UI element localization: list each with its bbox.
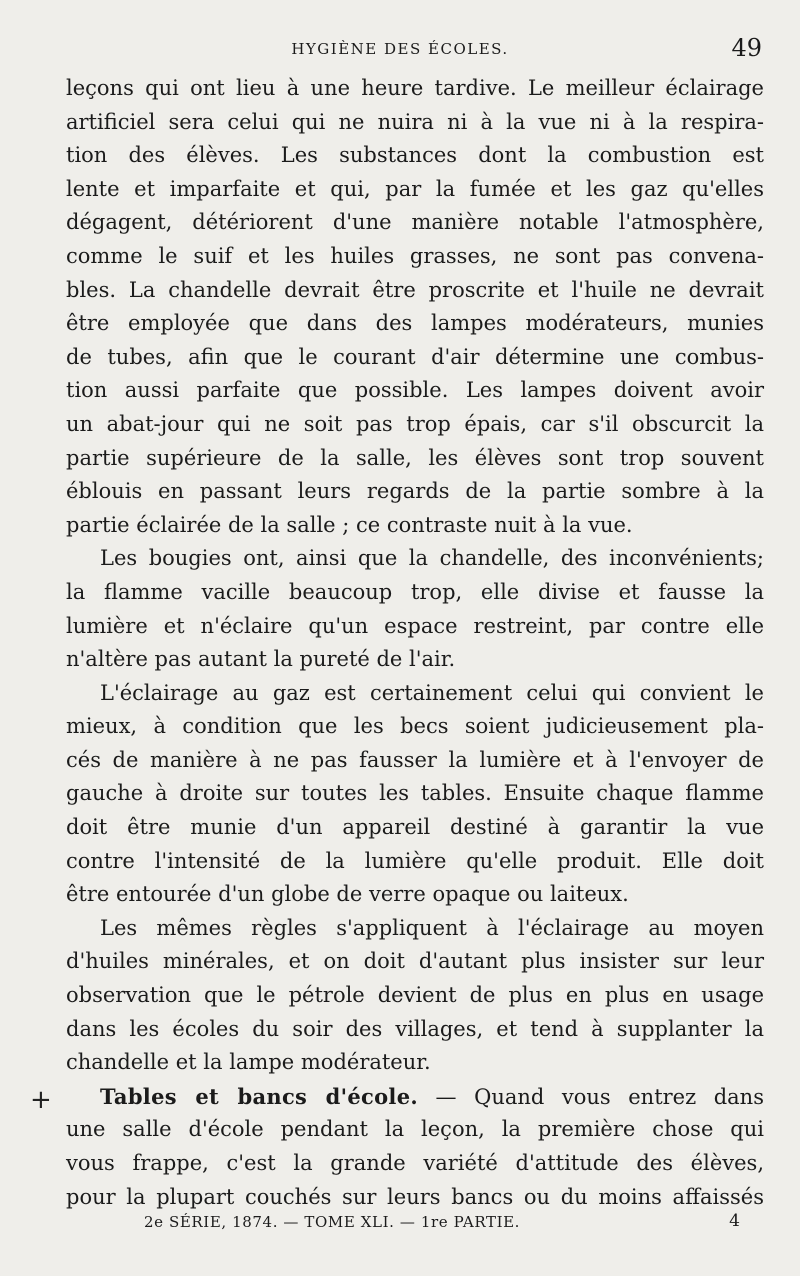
page-header <box>0 34 800 64</box>
text-line: comme le suif et les huiles grasses, ne sont pas convena- <box>66 243 764 268</box>
text-fragment: — Quand vous entrez dans <box>435 1084 764 1109</box>
running-title: HYGIÈNE DES ÉCOLES. <box>291 40 509 58</box>
text-line: pour la plupart couchés sur leurs bancs ou du moins affaissés <box>66 1184 764 1209</box>
text-line: doit être munie d'un appareil destiné à garantir la vue <box>66 815 764 840</box>
text-line: gauche à droite sur toutes les tables. Ensuite chaque flamme <box>66 781 764 806</box>
text-line: lente et imparfaite et qui, par la fumée et les gaz qu'elles <box>66 176 764 201</box>
text-line: contre l'intensité de la lumière qu'elle produit. Elle doit <box>66 848 764 873</box>
section-line <box>66 1080 764 1114</box>
text-line: L'éclairage au gaz est certainement celui qui convient le <box>100 680 764 705</box>
text-line: être entourée d'un globe de verre opaque ou laiteux. <box>66 882 629 907</box>
text-line: Les bougies ont, ainsi que la chandelle, des inconvénients; <box>100 546 764 571</box>
text-line: leçons qui ont lieu à une heure tardive. Le meilleur éclairage <box>66 76 764 100</box>
text-line: partie supérieure de la salle, les élèves sont trop souvent <box>66 445 764 470</box>
text-line: tion des élèves. Les substances dont la combustion est <box>66 143 764 168</box>
page-footer <box>0 1213 800 1237</box>
text-line: d'huiles minérales, et on doit d'autant plus insister sur leur <box>66 949 764 974</box>
text-line: de tubes, afin que le courant d'air détermine une combus- <box>66 344 764 369</box>
text-line: tion aussi parfaite que possible. Les lampes doivent avoir <box>66 378 764 403</box>
text-line: Les mêmes règles s'appliquent à l'éclairage au moyen <box>100 915 764 940</box>
text-line: artificiel sera celui qui ne nuira ni à la vue ni à la respira- <box>66 109 764 134</box>
text-line: mieux, à condition que les becs soient judicieusement pla- <box>66 714 764 739</box>
text-line: cés de manière à ne pas fausser la lumière et à l'envoyer de <box>66 747 764 772</box>
page-number: 49 <box>731 34 762 62</box>
text-line: éblouis en passant leurs regards de la partie sombre à la <box>66 479 764 504</box>
text-line: un abat-jour qui ne soit pas trop épais, car s'il obscurcit la <box>66 411 764 436</box>
body-text <box>66 72 764 1214</box>
text-line: lumière et n'éclaire qu'un espace restreint, par contre elle <box>66 613 764 638</box>
text-line: n'altère pas autant la pureté de l'air. <box>66 647 456 672</box>
text-line: partie éclairée de la salle ; ce contraste nuit à la vue. <box>66 512 633 537</box>
section-heading: Tables et bancs d'école. <box>100 1083 418 1109</box>
text-line: vous frappe, c'est la grande variété d'attitude des élèves, <box>66 1151 764 1175</box>
text-line: dans les écoles du soir des villages, et tend à supplanter la <box>66 1016 764 1041</box>
signature-number: 4 <box>729 1211 740 1231</box>
text-line: la flamme vacille beaucoup trop, elle divise et fausse la <box>66 579 764 604</box>
text-line: observation que le pétrole devient de plus en plus en usage <box>66 983 764 1008</box>
text-line: chandelle et la lampe modérateur. <box>66 1050 431 1075</box>
text-line: une salle d'école pendant la leçon, la première chose qui <box>66 1117 764 1142</box>
text-line: être employée que dans des lampes modérateurs, munies <box>66 311 764 336</box>
text-line: bles. La chandelle devrait être proscrite et l'huile ne devrait <box>66 277 764 302</box>
text-line: dégagent, détériorent d'une manière notable l'atmosphère, <box>66 210 764 235</box>
handwritten-cross-mark: + <box>30 1085 52 1115</box>
printer-signature-line: 2e SÉRIE, 1874. — TOME XLI. — 1re PARTIE. <box>144 1213 521 1231</box>
